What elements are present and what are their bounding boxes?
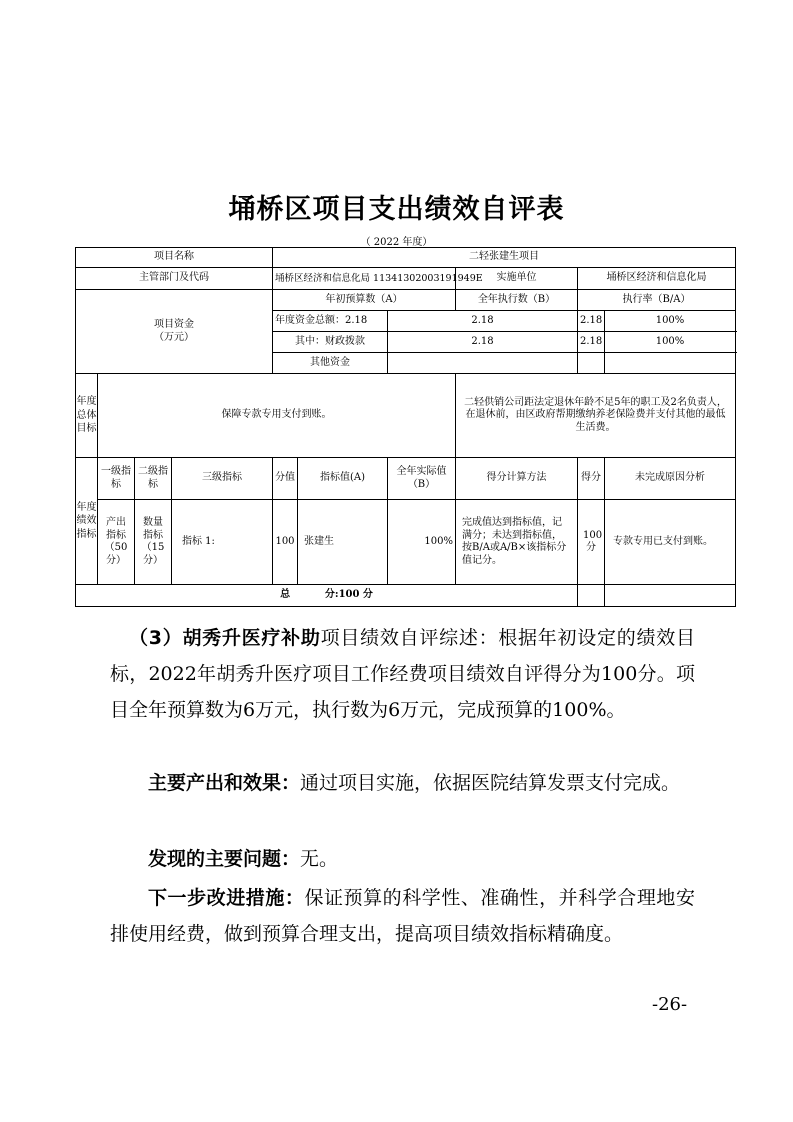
- header-actual: 全年实际值（B）: [388, 458, 456, 500]
- paragraph-output: [110, 765, 695, 801]
- impl-label: 实施单位: [456, 268, 578, 290]
- year-line: （ 2022 年度）: [360, 237, 433, 248]
- page-title: 埇桥区项目支出绩效自评表: [228, 194, 565, 225]
- other-funds-budget: [388, 353, 578, 374]
- paragraph-summary-heading: （3）胡秀升医疗补助: [129, 627, 321, 649]
- page-number: -26-: [652, 994, 688, 1015]
- paragraph-issues-heading: 发现的主要问题：: [148, 848, 301, 870]
- other-funds-rate: [605, 353, 736, 374]
- row-department: [76, 268, 736, 290]
- total-score: 总 分:100 分: [76, 585, 578, 607]
- data-target: 张建生: [298, 500, 388, 585]
- data-got-score: 100分: [578, 500, 605, 585]
- header-reason: 未完成原因分析: [605, 458, 736, 500]
- project-name-value: 二轻张建生项目: [273, 248, 736, 268]
- data-reason: 专款专用已支付到账。: [605, 500, 736, 585]
- fiscal-funds-exec: 2.18: [578, 332, 605, 353]
- other-funds-exec: [578, 353, 605, 374]
- fiscal-funds-label: 其中：财政拨款: [273, 332, 388, 353]
- row-indicator-header: [76, 458, 736, 500]
- row-indicator-data: [76, 500, 736, 585]
- row-annual-goal: [76, 374, 736, 458]
- paragraph-summary: [110, 620, 695, 728]
- dept-label: 主管部门及代码: [76, 268, 273, 290]
- data-level1: 产出指标（50分）: [98, 500, 135, 585]
- total-score-reason: [605, 585, 736, 607]
- annual-goal-left: 保障专款专用支付到账。: [98, 374, 456, 458]
- row-total-score: [76, 585, 736, 607]
- fiscal-funds-budget: 2.18: [388, 332, 578, 353]
- header-target: 指标值(A): [298, 458, 388, 500]
- other-funds-label: 其他资金: [273, 353, 388, 374]
- header-got-score: 得分: [578, 458, 605, 500]
- header-score: 分值: [273, 458, 298, 500]
- perf-indicator-label: 年度绩效指标: [76, 458, 98, 585]
- total-score-got: [578, 585, 605, 607]
- paragraph-next-steps: [110, 880, 695, 952]
- paragraph-issues: [110, 841, 695, 877]
- paragraph-issues-text: 无。: [300, 848, 339, 870]
- header-level3: 三级指标: [172, 458, 273, 500]
- header-method: 得分计算方法: [456, 458, 578, 500]
- paragraph-output-text: 通过项目实施，依据医院结算发票支付完成。: [300, 772, 681, 794]
- paragraph-summary-text: 项目绩效自评综述：根据年初设定的绩效目标，2022年胡秀升医疗项目工作经费项目绩效自评得分为100分。项目全年预算数为6万元，执行数为6万元，完成预算的100%。: [110, 627, 695, 721]
- dept-value: 埇桥区经济和信息化局 113413020031919​49E: [273, 268, 456, 290]
- funds-label: [76, 290, 273, 374]
- paragraph-next-steps-text: 保证预算的科学性、准确性，并科学合理地安排使用经费，做到预算合理支出，提高项目绩效指标精确度。: [110, 887, 695, 945]
- impl-value: 埇桥区经济和信息化局: [578, 268, 736, 290]
- data-level3: 指标 1:: [172, 500, 273, 585]
- col-exec-header: 全年执行数（B）: [456, 290, 578, 311]
- total-funds-exec: 2.18: [578, 311, 605, 332]
- annual-goal-label: 年度总体目标: [76, 374, 98, 458]
- col-budget-header: 年初预算数（A）: [273, 290, 456, 311]
- header-level1: 一级指标: [98, 458, 135, 500]
- data-level2: 数量指标（15分）: [135, 500, 172, 585]
- data-actual: 100%: [388, 500, 456, 585]
- total-funds-label: 年度资金总额：2.18: [273, 311, 388, 332]
- total-funds-rate: 100%: [605, 311, 736, 332]
- header-level2: 二级指标: [135, 458, 172, 500]
- annual-goal-right: 二轻供销公司距法定退休年龄不足5年的职工及2名负责人，在退休前，由区政府帮期缴纳养老保险费并支付其他的最低生活费。: [456, 374, 736, 458]
- evaluation-table: [75, 247, 736, 607]
- project-name-label: 项目名称: [76, 248, 273, 268]
- total-funds-budget: 2.18: [388, 311, 578, 332]
- col-rate-header: 执行率（B/A）: [578, 290, 736, 311]
- row-funds-header: [76, 290, 736, 311]
- funds-label-line2: （万元）: [154, 331, 194, 343]
- data-method: 完成值达到指标值，记满分；未达到指标值，按B/A或A/B×该指标分值记分。: [456, 500, 578, 585]
- paragraph-output-heading: 主要产出和效果：: [148, 772, 301, 794]
- row-project-name: [76, 248, 736, 268]
- paragraph-next-steps-heading: 下一步改进措施：: [148, 887, 305, 909]
- data-score: 100: [273, 500, 298, 585]
- fiscal-funds-rate: 100%: [605, 332, 736, 353]
- funds-label-line1: 项目资金: [154, 319, 194, 330]
